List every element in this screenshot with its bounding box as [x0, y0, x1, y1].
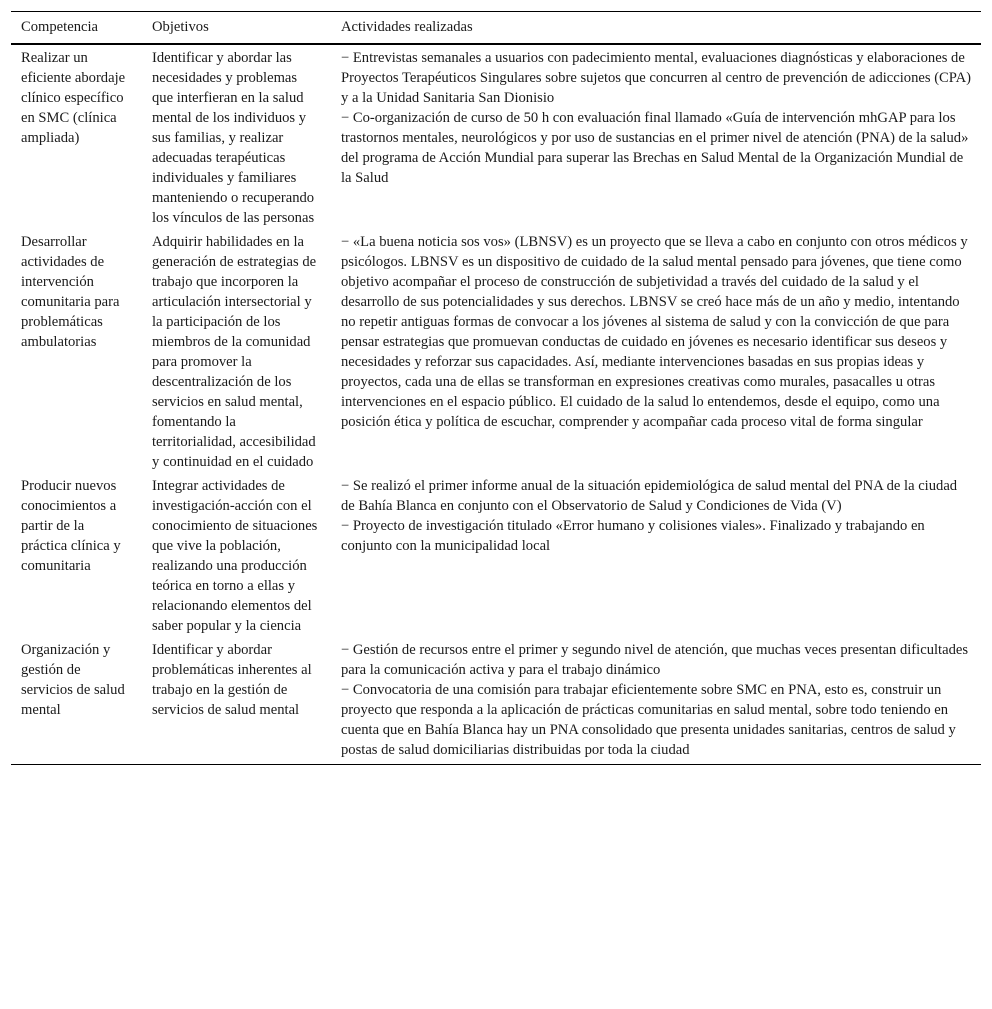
activity-item: − Se realizó el primer informe anual de la situación epidemiológica de salud mental del PNA de la ciudad de Bahía Blanca en conjunto con el Observatorio de Salud y Condiciones de Vida (V) — [341, 478, 958, 514]
table-body — [11, 44, 981, 765]
header-actividades: Actividades realizadas — [331, 12, 981, 45]
activity-item: − «La buena noticia sos vos» (LBNSV) es un proyecto que se lleva a cabo en conjunto con otros médicos y psicólogos. LBNSV es un dispositivo de cuidado de la salud mental pensado para jóvenes, que tiene como objetivo acompañar el proceso de construcción de subjetividad a través del cuidado de la salud y el desarrollo de sus potencialidades y sus derechos. LBNSV se creó hace más de un año y medio, intentando no repetir antiguas formas de convocar a los jóvenes al sistema de salud y con la convicción de que para pensar estrategias que promuevan conductas de cuidado en jóvenes es necesario identificar sus deseos y necesidades y reforzar sus capacidades. Así, mediante intervenciones basadas en sus propias ideas y proyectos, cada una de ellas se transforman en expresiones creativas como murales, pasacalles u otras intervenciones en el espacio público. El cuidado de la salud lo entendemos, desde el equipo, como una posición ética y política de escuchar, comprender y acompañar cada proceso vital de forma singular — [341, 234, 968, 430]
header-competencia: Competencia — [11, 12, 142, 45]
activity-item: − Convocatoria de una comisión para trabajar eficientemente sobre SMC en PNA, esto es, construir un proyecto que responda a la aplicación de prácticas comunitarias en salud mental, sobre todo teniendo en cuenta que en Bahía Blanca hay un PNA consolidado que presenta unidades sanitarias, centros de salud y postas de salud domiciliarias distribuidas por toda la ciudad — [341, 682, 956, 758]
cell-objetivos: Integrar actividades de investigación-acción con el conocimiento de situaciones que vive la población, realizando una producción teórica en torno a ellas y relacionando elementos del saber popular y la ciencia — [152, 478, 318, 634]
cell-actividades — [331, 474, 981, 638]
table-row — [11, 44, 981, 230]
table-row — [11, 638, 981, 765]
activity-item: − Proyecto de investigación titulado «Error humano y colisiones viales». Finalizado y trabajando en conjunto con la municipalidad local — [341, 518, 925, 554]
activity-item: − Gestión de recursos entre el primer y segundo nivel de atención, que muchas veces presentan dificultades para la comunicación activa y para el trabajo dinámico — [341, 642, 969, 678]
header-row — [11, 12, 981, 45]
cell-competencia: Organización y gestión de servicios de salud mental — [11, 638, 142, 765]
table-header — [11, 12, 981, 45]
header-objetivos: Objetivos — [142, 12, 331, 45]
cell-competencia: Realizar un eficiente abordaje clínico específico en SMC (clínica ampliada) — [21, 50, 126, 146]
activity-item: − Entrevistas semanales a usuarios con padecimiento mental, evaluaciones diagnósticas y elaboraciones de Proyectos Terapéuticos Singulares sobre sujetos que concurren al centro de prevención de adicciones (CPA) y a la Unidad Sanitaria San Dionisio — [341, 50, 971, 106]
cell-objetivos: Adquirir habilidades en la generación de estrategias de trabajo que incorporen la articulación intersectorial y la participación de los miembros de la comunidad para promover la descentralización de los servicios en salud mental, fomentando la territorialidad, accesibilidad y continuidad en el cuidado — [152, 234, 317, 470]
cell-objetivos: Identificar y abordar problemáticas inherentes al trabajo en la gestión de servicios de salud mental — [142, 638, 331, 765]
table-row — [11, 230, 981, 474]
cell-competencia: Desarrollar actividades de intervención comunitaria para problemáticas ambulatorias — [21, 234, 120, 350]
cell-competencia: Producir nuevos conocimientos a partir de la práctica clínica y comunitaria — [21, 478, 121, 574]
activity-item: − Co-organización de curso de 50 h con evaluación final llamado «Guía de intervención mhGAP para los trastornos mentales, neurológicos y por uso de sustancias en el primer nivel de atención (PNA) de la salud» del programa de Acción Mundial para superar las Brechas en Salud Mental de la Organización Mundial de la Salud — [341, 110, 969, 186]
cell-actividades — [331, 230, 981, 474]
competencies-table-container — [11, 11, 981, 765]
table-row — [11, 474, 981, 638]
competencies-table — [11, 11, 981, 765]
cell-actividades — [331, 638, 981, 765]
cell-objetivos: Identificar y abordar las necesidades y problemas que interfieran en la salud mental de los individuos y sus familias, y realizar adecuadas terapéuticas individuales y familiares manteniendo o recuperando los vínculos de las personas — [152, 50, 315, 226]
cell-actividades — [331, 44, 981, 230]
